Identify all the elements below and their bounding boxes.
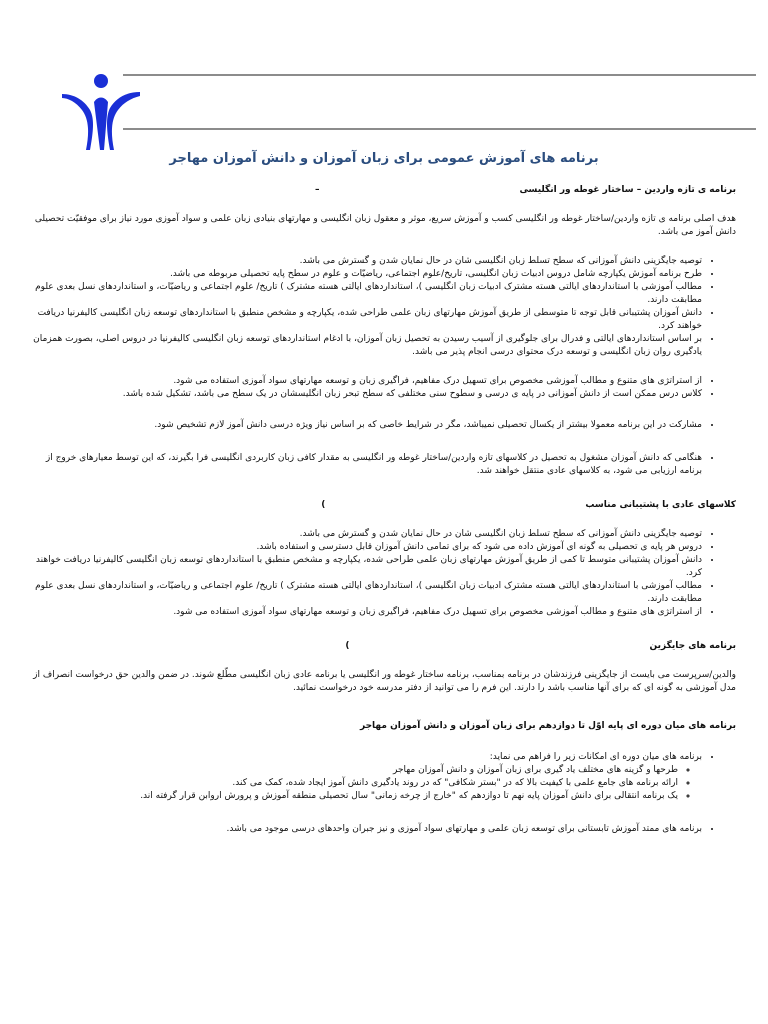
section-newcomers-list-4: [30, 452, 736, 478]
list-item: • برنامه های میان دوره ای امکانات زیر را فراهم می نماید: ◦ طرحها و گزینه های مختلف یاد گیری برای زبان آموزان و دانش آموزان مهاجر ◦ ارائه برنامه های جامع علمی با کیفیت بالا که در "بستر شکافی" که در روند یادگیری دانش آموز ایجاد شده، کمک می کند. ◦ یک برنامه انتقالی برای دانش آموزان پایه نهم تا دوازدهم که "خارج از چرخه زمانی" سال تحصیلی منطقه آموزش و پرورش اروابن قرار گرفته اند.: [30, 751, 702, 803]
list-item: • از استراتژی های متنوع و مطالب آموزشی مخصوص برای تسهیل درک مفاهیم، فراگیری زبان و توسعه مهارتهای سواد آموزی استفاده می شود.: [30, 606, 702, 619]
sub-list-item: ◦ ارائه برنامه های جامع علمی با کیفیت بالا که در "بستر شکافی" که در روند یادگیری دانش آموز ایجاد شده، کمک می کند.: [30, 777, 678, 790]
sub-list-item: ◦ یک برنامه انتقالی برای دانش آموزان پایه نهم تا دوازدهم که "خارج از چرخه زمانی" سال تحصیلی منطقه آموزش و پرورش اروابن قرار گرفته اند.: [30, 790, 678, 803]
list-item: • دانش آموزان پشتیبانی قابل توجه تا متوسطی از طریق آموزش مهارتهای زبان علمی طراحی شده، یکپارچه و مشخص منطبق با استانداردهای توسعه زبان انگلیسی کالیفرنیا دریافت خواهند کرد.: [30, 307, 702, 333]
section-alternative-body: والدین/سرپرست می بایست از جایگزینی فرزندشان در برنامه بمناسب، برنامه ساختار غوطه ور انگلیسی یا برنامه عادی زبان انگلیسی مطّلع شوند. در ضمن والدین حق درخواست انصراف از مدل آموزشی به گونه ای که برای آنها مناسب باشد را دارند. این فرم را می توانید از دفتر مدرسه خود درخواست نمائید.: [33, 670, 736, 693]
list-item: • دانش آموزان پشتیبانی متوسط تا کمی از طریق آموزش مهارتهای زبان علمی طراحی شده، یکپارچه و مشخص منطبق با استانداردهای توسعه زبان انگلیسی کالیفرنیا دریافت خواهند کرد.: [30, 554, 702, 580]
list-item: • هنگامی که دانش آموزان مشغول به تحصیل در کلاسهای تازه واردین/ساختار غوطه ور انگلیسی به مقدار کافی زبان کاربردی انگلیسی فرا بگیرند، که این توسط معیارهای خروج از برنامه ارزیابی می شود، به کلاسهای عادی منتقل خواهند شد.: [30, 452, 702, 478]
document-title: برنامه های آموزش عمومی برای زبان آموزان و دانش آموزان مهاجر: [169, 151, 599, 166]
section-intersession-list: [30, 751, 736, 803]
section-intersession-heading: برنامه های میان دوره ای پایه اوّل تا دوازدهم برای زبان آموزان و دانش آموزان مهاجر: [359, 721, 736, 731]
section-newcomers-list-3: [30, 419, 736, 432]
section-newcomers-heading: برنامه ی تازه واردین – ساختار غوطه ور انگلیسی–: [314, 185, 736, 195]
list-item: • کلاس درس ممکن است از دانش آموزانی در پایه ی درسی و سطوح سنی مختلفی که سطح تبحر زبان انگلیسشان در یک سطح می باشد، تشکیل شده باشد.: [30, 388, 702, 401]
list-item: • طرح برنامه آموزش یکپارچه شامل دروس ادبیات زبان انگلیسی، تاریخ/علوم اجتماعی، ریاضیّات و علوم در سطح پایه تحصیلی مربوطه می باشد.: [30, 268, 702, 281]
document-body: [30, 183, 736, 836]
top-rule: [123, 74, 756, 76]
section-newcomers-intro: هدف اصلی برنامه ی تازه واردین/ساختار غوطه ور انگلیسی کسب و آموزش سریع، موثر و معقول زبان انگلیسی و مهارتهای بنیادی زبان علمی و سواد آموزی مورد نیاز برای موفقیّت تحصیلی دانش آموز می باشد.: [34, 214, 736, 237]
list-item: • توصیه جایگزینی دانش آموزانی که سطح تسلط زبان انگلیسی شان در حال نمایان شدن و گسترش می باشد.: [30, 255, 702, 268]
list-item: • بر اساس استانداردهای ایالتی و فدرال برای جلوگیری از آسیب رسیدن به تحصیل زبان آموزان، با ادغام استانداردهای توسعه زبان انگلیسی کالیفرنیا در دروس اصلی، بصورت همزمان یادگیری روان زبان انگلیسی و توسعه درک محتوای درسی انجام پذیر می باشد.: [30, 333, 702, 359]
section-newcomers-list: [30, 255, 736, 359]
list-item: • دروس هر پایه ی تحصیلی به گونه ای آموزش داده می شود که برای تمامی دانش آموزان قابل دسترسی و استفاده باشد.: [30, 541, 702, 554]
section-newcomers-list-2: [30, 375, 736, 401]
intersession-sublist: [30, 764, 702, 803]
list-item: • توصیه جایگزینی دانش آموزانی که سطح تسلط زبان انگلیسی شان در حال نمایان شدن و گسترش می باشد.: [30, 528, 702, 541]
list-item: • از استراتژی های متنوع و مطالب آموزشی مخصوص برای تسهیل درک مفاهیم، فراگیری زبان و توسعه مهارتهای سواد آموزی استفاده می شود.: [30, 375, 702, 388]
list-item: • مطالب آموزشی با استانداردهای ایالتی هسته مشترک ادبیات زبان انگلیسی )، استانداردهای ایالتی هسته مشترک ) تاریخ/ علوم اجتماعی و ریاضیّات، و استانداردهای نسل بعدی علوم مطابقت دارند.: [30, 580, 702, 606]
section-intersession-list-2: [30, 823, 736, 836]
sub-list-item: ◦ طرحها و گزینه های مختلف یاد گیری برای زبان آموزان و دانش آموزان مهاجر: [30, 764, 678, 777]
list-item: • مطالب آموزشی با استانداردهای ایالتی هسته مشترک ادبیات زبان انگلیسی )، استانداردهای ایالتی هسته مشترک ) تاریخ/ علوم اجتماعی و ریاضیّات، و استانداردهای نسل بعدی علوم مطابقت دارند.: [30, 281, 702, 307]
people-figures-logo-icon: [60, 72, 142, 154]
section-mainstream-list: [30, 528, 736, 619]
section-alternative-heading: برنامه های جایگزین): [345, 641, 736, 651]
list-item: • مشارکت در این برنامه معمولا بیشتر از یکسال تحصیلی نمیباشد، مگر در شرایط خاصی که بر اساس نیاز ویژه درسی دانش آموز لازم تشخیص شود.: [30, 419, 702, 432]
list-item: • برنامه های ممتد آموزش تابستانی برای توسعه زبان علمی و مهارتهای سواد آموزی و نیز جبران واحدهای درسی موجود می باشد.: [30, 823, 702, 836]
section-mainstream-heading: کلاسهای عادی با پشتیبانی مناسب): [321, 500, 736, 510]
bottom-rule: [123, 128, 756, 130]
